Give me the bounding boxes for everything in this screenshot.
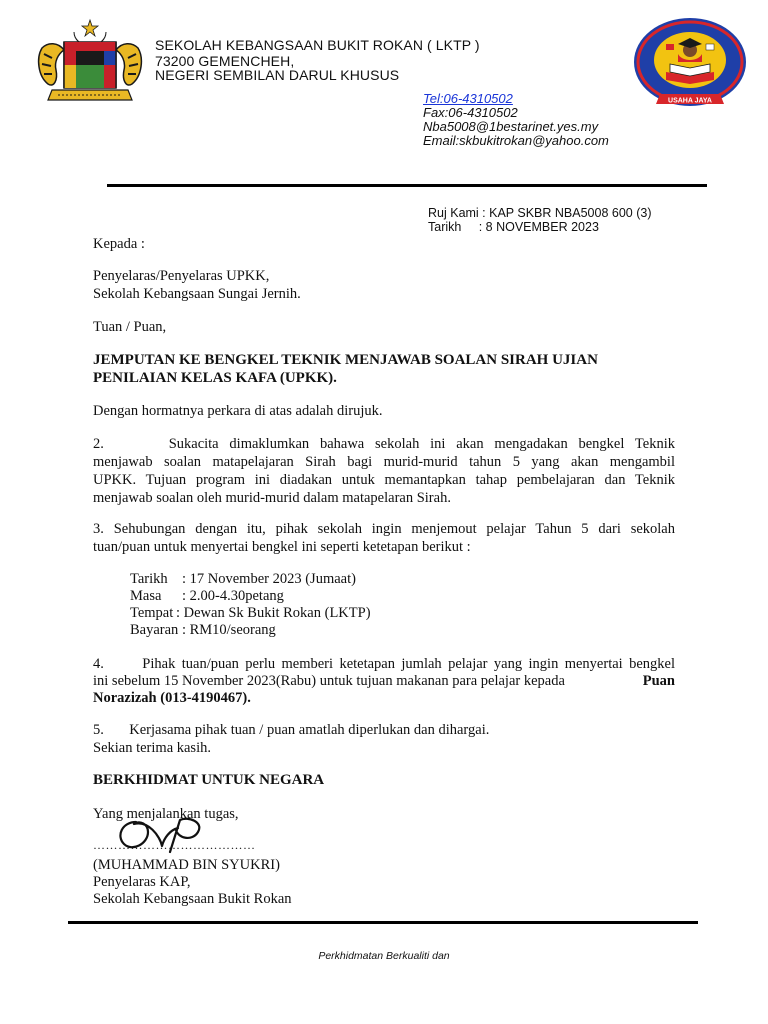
paragraph-4-line-1: 4. Pihak tuan/puan perlu memberi ketetapan jumlah pelajar yang ingin menyertai bengkel — [93, 656, 675, 672]
detail-value: : Dewan Sk Bukit Rokan (LKTP) — [176, 605, 371, 621]
paragraph-3-line-1: 3. Sehubungan dengan itu, pihak sekolah ingin menjemout pelajar Tahun 5 dari sekolah — [93, 521, 675, 537]
signatory-organisation: Sekolah Kebangsaan Bukit Rokan — [93, 891, 292, 907]
signature-dots: ………………………………… — [93, 838, 256, 852]
recipient-line-2: Sekolah Kebangsaan Sungai Jernih. — [93, 286, 301, 302]
email-address-2: Email:skbukitrokan@yahoo.com — [423, 133, 609, 148]
paragraph-5: 5. Kerjasama pihak tuan / puan amatlah diperlukan dan dihargai. — [93, 722, 490, 738]
detail-row-masa — [130, 587, 284, 605]
paragraph-4-text: ini sebelum 15 November 2023(Rabu) untuk tujuan makanan para pelajar kepada — [93, 673, 565, 689]
motto-heading: BERKHIDMAT UNTUK NEGARA — [93, 772, 325, 788]
reference-number: Ruj Kami : KAP SKBR NBA5008 600 (3) — [428, 206, 652, 220]
intro-paragraph: Dengan hormatnya perkara di atas adalah dirujuk. — [93, 403, 383, 419]
telephone-link[interactable]: Tel:06-4310502 — [423, 91, 513, 106]
subject-line-2: PENILAIAN KELAS KAFA (UPKK). — [93, 370, 337, 386]
detail-label: Masa — [130, 588, 162, 604]
address-line-2: NEGERI SEMBILAN DARUL KHUSUS — [155, 67, 400, 83]
salutation: Tuan / Puan, — [93, 319, 167, 335]
detail-value: : 17 November 2023 (Jumaat) — [182, 571, 356, 587]
paragraph-3-line-2: tuan/puan untuk menyertai bengkel ini seperti ketetapan berikut : — [93, 539, 471, 555]
detail-row-bayaran — [130, 621, 276, 639]
detail-label: Tarikh — [130, 571, 168, 587]
signatory-name: (MUHAMMAD BIN SYUKRI) — [93, 857, 280, 873]
footer-text: Perkhidmatan Berkualiti dan — [318, 950, 450, 962]
kepada-label: Kepada : — [93, 236, 145, 252]
paragraph-2-line-3: UPKK. Tujuan program ini diadakan untuk memantapkan tahap pembelajaran dan Teknik — [93, 472, 675, 488]
contact-person-phone: Norazizah (013-4190467). — [93, 690, 251, 706]
yang-menjalankan: Yang menjalankan tugas, — [93, 806, 239, 822]
subject-line-1: JEMPUTAN KE BENGKEL TEKNIK MENJAWAB SOALAN SIRAH UJIAN — [93, 352, 598, 368]
address-line-1: 73200 GEMENCHEH, — [155, 53, 295, 69]
school-name: SEKOLAH KEBANGSAAN BUKIT ROKAN ( LKTP ) — [155, 37, 480, 53]
detail-label: Bayaran — [130, 622, 179, 638]
paragraph-2-line-1: 2. Sukacita dimaklumkan bahawa sekolah ini akan mengadakan bengkel Teknik — [93, 436, 675, 452]
paragraph-2-line-2: menjawab soalan matapelajaran Sirah bagi murid-murid tahun 5 yang akan mengambil — [93, 454, 675, 470]
contact-person-name: Puan — [642, 673, 675, 689]
paragraph-4-line-2 — [93, 672, 675, 690]
detail-value: : 2.00-4.30petang — [182, 588, 284, 604]
badge-motto: USAHA JAYA — [668, 97, 712, 105]
detail-row-tarikh — [130, 570, 356, 588]
recipient-line-1: Penyelaras/Penyelaras UPKK, — [93, 268, 270, 284]
reference-date: Tarikh : 8 NOVEMBER 2023 — [428, 220, 599, 234]
footer-divider — [68, 921, 698, 924]
closing-thanks: Sekian terima kasih. — [93, 740, 211, 756]
detail-label: Tempat — [130, 605, 174, 621]
school-badge-icon — [630, 14, 750, 114]
coat-of-arms-icon — [34, 18, 146, 110]
detail-row-tempat — [130, 604, 371, 622]
header-divider — [107, 184, 707, 187]
detail-value: : RM10/seorang — [181, 622, 276, 638]
paragraph-2-line-4: menjawab soalan oleh murid-murid dalam matapelaran Sirah. — [93, 490, 451, 506]
signatory-position: Penyelaras KAP, — [93, 874, 191, 890]
email-address-1: Nba5008@1bestarinet.yes.my — [423, 119, 599, 134]
fax-number: Fax:06-4310502 — [423, 105, 518, 120]
